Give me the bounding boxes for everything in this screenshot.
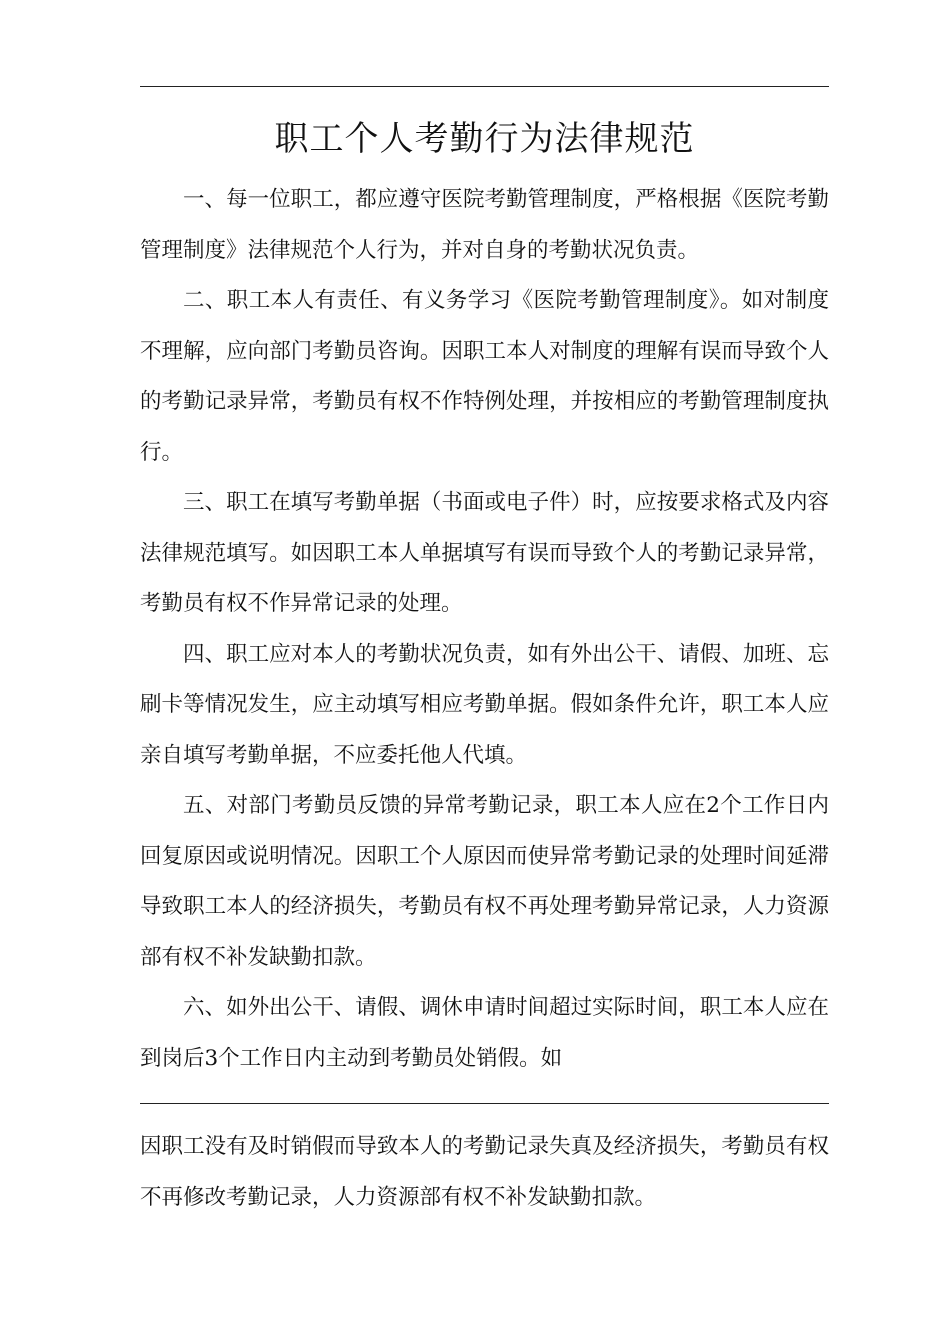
paragraph-4: 四、职工应对本人的考勤状况负责，如有外出公干、请假、加班、忘刷卡等情况发生，应主动填写相应考勤单据。假如条件允许，职工本人应亲自填写考勤单据，不应委托他人代填。	[140, 641, 829, 768]
top-divider	[140, 86, 829, 87]
document-body	[140, 175, 829, 1084]
paragraph-2: 二、职工本人有责任、有义务学习《医院考勤管理制度》。如对制度不理解，应向部门考勤员咨询。因职工本人对制度的理解有误而导致个人的考勤记录异常，考勤员有权不作特例处理，并按相应的考勤管理制度执行。	[140, 288, 829, 465]
page-break-divider	[140, 1103, 829, 1104]
paragraph-3: 三、职工在填写考勤单据（书面或电子件）时，应按要求格式及内容法律规范填写。如因职工本人单据填写有误而导致个人的考勤记录异常，考勤员有权不作异常记录的处理。	[140, 490, 829, 616]
continued-paragraph: 因职工没有及时销假而导致本人的考勤记录失真及经济损失，考勤员有权不再修改考勤记录，人力资源部有权不补发缺勤扣款。	[140, 1134, 829, 1210]
continued-section	[140, 1122, 829, 1223]
document-title: 职工个人考勤行为法律规范	[274, 119, 695, 159]
paragraph-1: 一、每一位职工，都应遵守医院考勤管理制度，严格根据《医院考勤管理制度》法律规范个人行为，并对自身的考勤状况负责。	[140, 187, 829, 263]
paragraph-6: 六、如外出公干、请假、调休申请时间超过实际时间，职工本人应在到岗后3个工作日内主动到考勤员处销假。如	[140, 995, 829, 1071]
paragraph-5: 五、对部门考勤员反馈的异常考勤记录，职工本人应在2个工作日内回复原因或说明情况。因职工个人原因而使异常考勤记录的处理时间延滞导致职工本人的经济损失，考勤员有权不再处理考勤异常记录，人力资源部有权不补发缺勤扣款。	[140, 793, 829, 970]
